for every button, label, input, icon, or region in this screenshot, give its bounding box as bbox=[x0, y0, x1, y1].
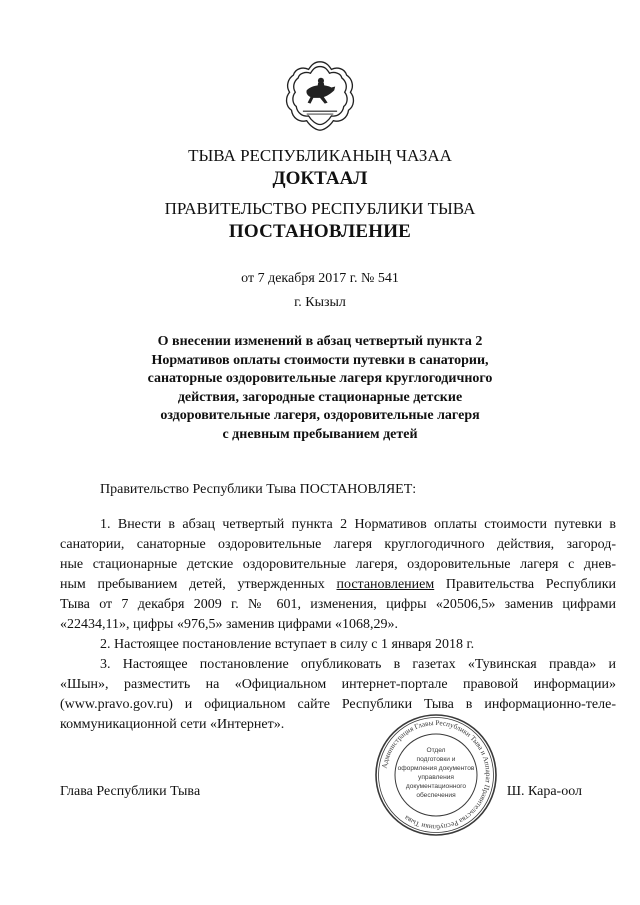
paragraph-3-line: «Шын», разместить на «Официальном интернет-портале правовой информации» bbox=[60, 677, 616, 692]
stamp-center-line: обеспечения bbox=[416, 792, 456, 799]
paragraph-1-line: ные стационарные детские оздоровительные лагеря, оздоровительные лагеря с днев- bbox=[60, 557, 616, 572]
resolution-link[interactable]: постановлением bbox=[336, 577, 435, 592]
stamp-ring-text: Администрация Главы Республики Тыва и Аппарат Правительства Республики Тыва bbox=[380, 718, 493, 832]
title-line: Нормативов оплаты стоимости путевки в санатории, bbox=[151, 352, 489, 368]
paragraph-1-line bbox=[60, 577, 616, 593]
official-stamp bbox=[373, 712, 499, 838]
title-line: оздоровительные лагеря, оздоровительные лагеря bbox=[160, 408, 480, 424]
russian-document-type: ПОСТАНОВЛЕНИЕ bbox=[228, 221, 412, 242]
stamp-center-line: Отдел bbox=[426, 747, 446, 754]
text-span: ным пребыванием детей, утвержденных bbox=[60, 577, 337, 592]
tuva-emblem-icon bbox=[282, 58, 358, 134]
paragraph-1-line: санатории, санаторные оздоровительные лагеря круглогодичного действия, загород- bbox=[60, 537, 616, 552]
stamp-center-line: управления bbox=[418, 774, 454, 781]
title-line: с дневным пребыванием детей bbox=[222, 426, 418, 442]
paragraph-2: 2. Настоящее постановление вступает в силу с 1 января 2018 г. bbox=[100, 637, 475, 652]
tuvan-document-type: ДОКТААЛ bbox=[272, 168, 368, 189]
signatory-name: Ш. Кара-оол bbox=[506, 784, 582, 799]
preamble: Правительство Республики Тыва ПОСТАНОВЛЯЕТ: bbox=[100, 482, 417, 497]
stamp-center-line: оформления документов bbox=[397, 765, 475, 772]
document-title bbox=[0, 333, 640, 445]
text-span: Правительства Республики bbox=[434, 577, 616, 592]
document-date-number: от 7 декабря 2017 г. № 541 bbox=[241, 271, 399, 286]
stamp-center-line: подготовки и bbox=[416, 756, 456, 763]
tuvan-government-name: ТЫВА РЕСПУБЛИКАНЫҢ ЧАЗАА bbox=[188, 146, 452, 165]
document-city: г. Кызыл bbox=[294, 295, 346, 310]
russian-government-name: ПРАВИТЕЛЬСТВО РЕСПУБЛИКИ ТЫВА bbox=[164, 199, 476, 218]
stamp-center-line: документационного bbox=[405, 783, 467, 790]
title-line: О внесении изменений в абзац четвертый пункта 2 bbox=[157, 334, 483, 349]
paragraph-1-line: «22434,11», цифры «976,5» заменив цифрами «1068,29». bbox=[60, 617, 398, 632]
paragraph-1-line: 1. Внести в абзац четвертый пункта 2 Нормативов оплаты стоимости путевки в bbox=[100, 517, 616, 532]
title-line: действия, загородные стационарные детские bbox=[177, 389, 463, 405]
title-line: санаторные оздоровительные лагеря круглогодичного bbox=[147, 371, 493, 387]
signatory-position: Глава Республики Тывa bbox=[60, 784, 201, 799]
paragraph-1-line: Тыва от 7 декабря 2009 г. № 601, изменения, цифры «20506,5» заменив цифрами bbox=[60, 597, 616, 612]
paragraph-3-line: (www.pravo.gov.ru) и официальном сайте Республики Тыва в информационно-теле- bbox=[60, 697, 616, 712]
paragraph-3-line: коммуникационной сети «Интернет». bbox=[60, 717, 285, 732]
paragraph-3-line: 3. Настоящее постановление опубликовать в газетах «Тувинская правда» и bbox=[100, 657, 616, 672]
